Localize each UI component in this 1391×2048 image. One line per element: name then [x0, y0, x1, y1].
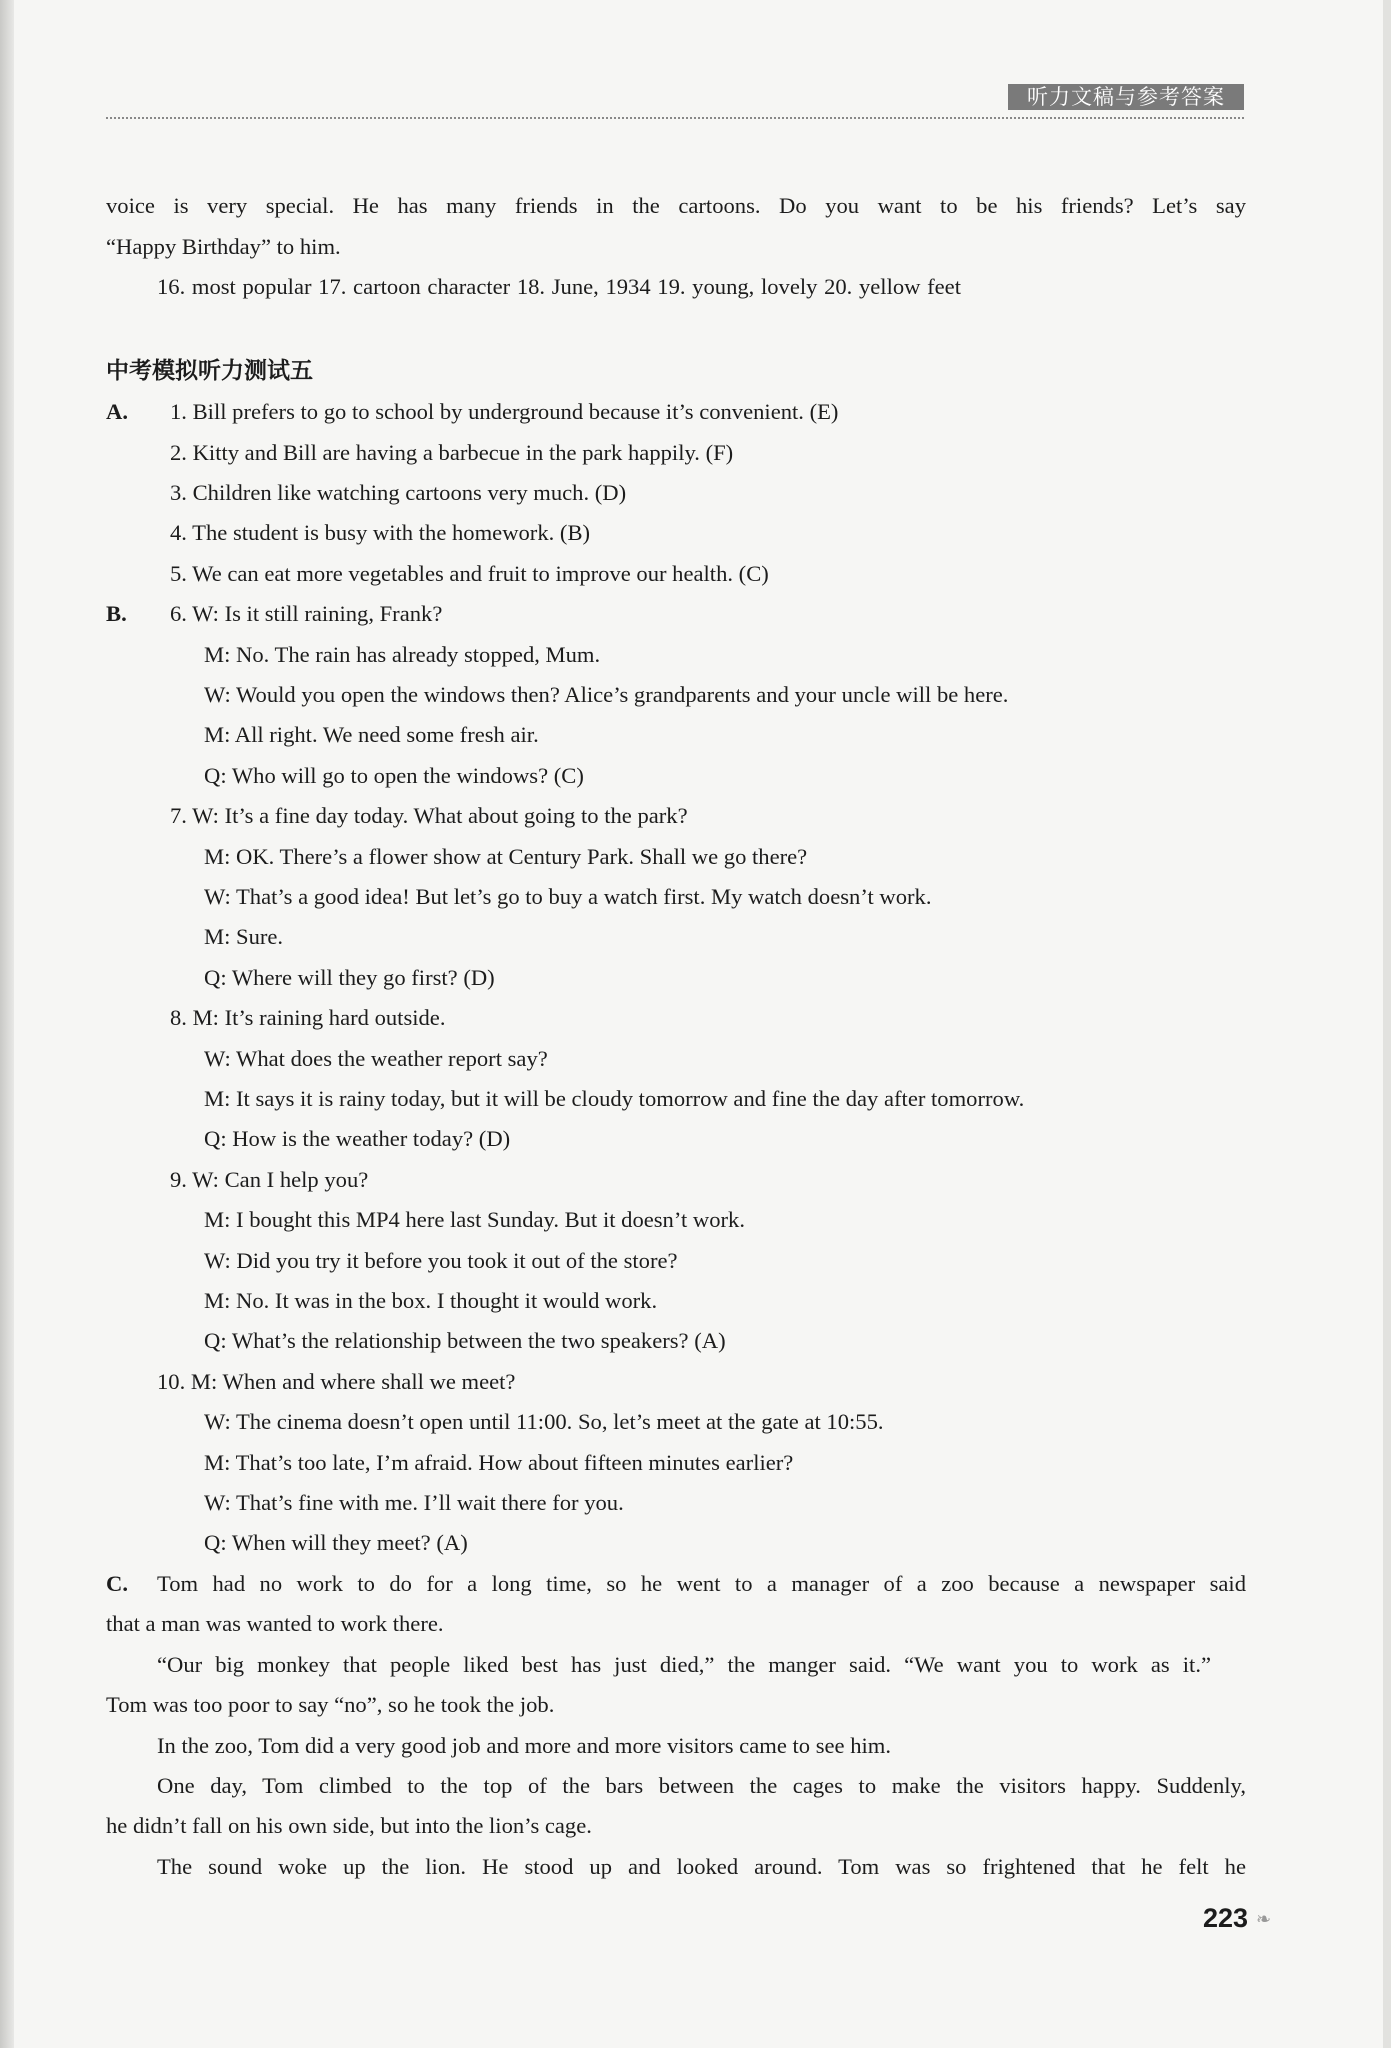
dialogue-line: 6. W: Is it still raining, Frank? [170, 601, 443, 626]
passage-line: One day, Tom climbed to the top of the bars between the cages to make the visitors happy. Suddenly, [157, 1773, 1246, 1798]
running-header: 听力文稿与参考答案 [1008, 84, 1244, 110]
passage-line: Tom was too poor to say “no”, so he took the job. [106, 1692, 555, 1717]
dialogue-line: M: It says it is rainy today, but it will be cloudy tomorrow and fine the day after tomorrow. [204, 1086, 1025, 1111]
part-b-label: B. [106, 601, 127, 626]
text-line: voice is very special. He has many friends in the cartoons. Do you want to be his friends? Let’s say [106, 193, 1246, 218]
page-left-edge [0, 0, 14, 2048]
part-a-item: 5. We can eat more vegetables and fruit to improve our health. (C) [170, 561, 769, 586]
dialogue-line: Q: What’s the relationship between the two speakers? (A) [204, 1328, 726, 1353]
passage-line: Tom had no work to do for a long time, so he went to a manager of a zoo because a newspaper said [157, 1571, 1246, 1596]
part-c-label: C. [106, 1571, 128, 1596]
part-a-item: 3. Children like watching cartoons very much. (D) [170, 480, 627, 505]
dialogue-line: M: That’s too late, I’m afraid. How about fifteen minutes earlier? [204, 1450, 794, 1475]
dialogue-line: W: Did you try it before you took it out of the store? [204, 1248, 678, 1273]
passage-line: In the zoo, Tom did a very good job and more and more visitors came to see him. [157, 1733, 892, 1758]
dialogue-line: Q: When will they meet? (A) [204, 1530, 468, 1555]
passage-line: that a man was wanted to work there. [106, 1611, 444, 1636]
dialogue-line: 10. M: When and where shall we meet? [157, 1369, 516, 1394]
dialogue-line: W: What does the weather report say? [204, 1046, 548, 1071]
text-line: “Happy Birthday” to him. [106, 234, 341, 259]
part-a-item: 4. The student is busy with the homework. (B) [170, 520, 591, 545]
dialogue-line: Q: Where will they go first? (D) [204, 965, 495, 990]
dialogue-line: M: I bought this MP4 here last Sunday. But it doesn’t work. [204, 1207, 745, 1232]
part-a-item: 2. Kitty and Bill are having a barbecue in the park happily. (F) [170, 440, 734, 465]
page-number: 223 [1203, 1903, 1249, 1933]
dialogue-line: W: Would you open the windows then? Alice’s grandparents and your uncle will be here. [204, 682, 1009, 707]
dialogue-line: 7. W: It’s a fine day today. What about going to the park? [170, 803, 688, 828]
page-ornament-icon: ❧ [1256, 1909, 1272, 1930]
passage-line: The sound woke up the lion. He stood up and looked around. Tom was so frightened that he felt he [157, 1854, 1246, 1879]
dialogue-line: 8. M: It’s raining hard outside. [170, 1005, 446, 1030]
passage-line: he didn’t fall on his own side, but into the lion’s cage. [106, 1813, 592, 1838]
dialogue-line: W: That’s fine with me. I’ll wait there for you. [204, 1490, 624, 1515]
dialogue-line: M: No. It was in the box. I thought it would work. [204, 1288, 658, 1313]
dialogue-line: W: That’s a good idea! But let’s go to buy a watch first. My watch doesn’t work. [204, 884, 932, 909]
passage-line: “Our big monkey that people liked best has just died,” the manger said. “We want you to work as it.” [157, 1652, 1211, 1677]
dialogue-line: W: The cinema doesn’t open until 11:00. So, let’s meet at the gate at 10:55. [204, 1409, 884, 1434]
section-title: 中考模拟听力测试五 [106, 358, 313, 384]
header-rule [106, 117, 1244, 119]
dialogue-line: Q: Who will go to open the windows? (C) [204, 763, 584, 788]
dialogue-line: 9. W: Can I help you? [170, 1167, 369, 1192]
dialogue-line: M: All right. We need some fresh air. [204, 722, 539, 747]
dialogue-line: M: No. The rain has already stopped, Mum. [204, 642, 601, 667]
dialogue-line: Q: How is the weather today? (D) [204, 1126, 511, 1151]
part-a-item: 1. Bill prefers to go to school by underground because it’s convenient. (E) [170, 399, 839, 424]
dialogue-line: M: Sure. [204, 924, 284, 949]
dialogue-line: M: OK. There’s a flower show at Century Park. Shall we go there? [204, 844, 808, 869]
page-right-edge [1383, 0, 1391, 2048]
answer-line: 16. most popular 17. cartoon character 18. June, 1934 19. young, lovely 20. yellow feet [157, 274, 961, 299]
part-a-label: A. [106, 399, 128, 424]
